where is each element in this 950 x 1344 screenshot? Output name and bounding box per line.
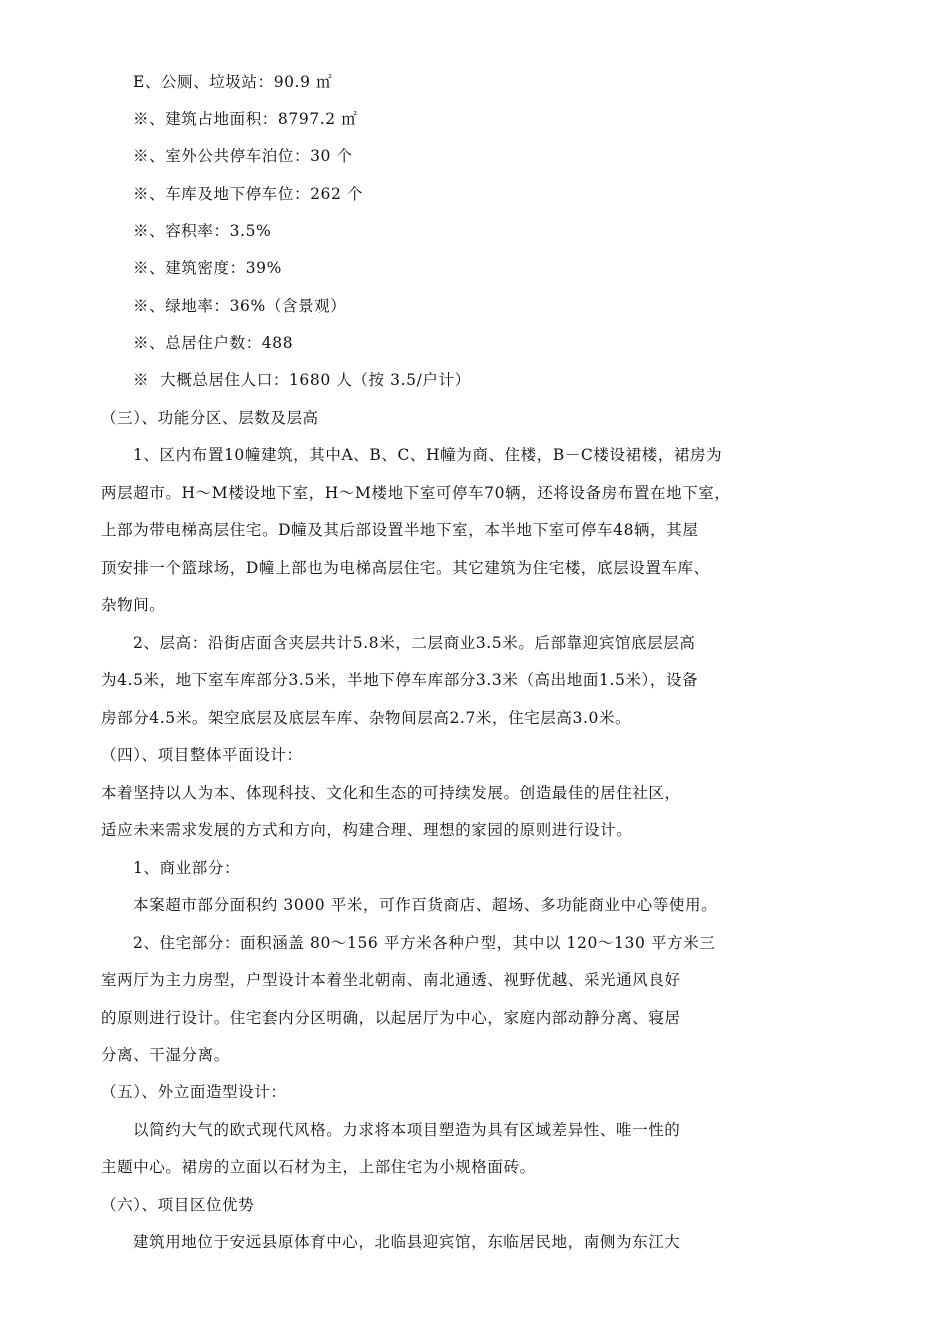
paragraph-line: 的原则进行设计。住宅套内分区明确，以起居厅为中心，家庭内部动静分离、寝居 [101, 1009, 681, 1027]
paragraph-line: 1、区内布置10幢建筑，其中A、B、C、H幢为商、住楼，B－C楼设裙楼，裙房为 [133, 446, 723, 464]
subsection-heading: 1、商业部分： [133, 859, 241, 877]
stat-line: ※、建筑密度：39% [133, 259, 282, 277]
paragraph-line: 主题中心。裙房的立面以石材为主，上部住宅为小规格面砖。 [101, 1158, 536, 1176]
paragraph-line: 为4.5米，地下室车库部分3.5米，半地下停车库部分3.3米（高出地面1.5米），设备 [101, 671, 699, 689]
stat-line: ※、总居住户数：488 [133, 334, 294, 352]
paragraph-line: 两层超市。H～M楼设地下室，H～M楼地下室可停车70辆，还将设备房布置在地下室， [101, 484, 731, 502]
paragraph-line: 室两厅为主力房型，户型设计本着坐北朝南、南北通透、视野优越、采光通风良好 [101, 971, 681, 989]
paragraph-line: 2、层高：沿街店面含夹层共计5.8米，二层商业3.5米。后部靠迎宾馆底层层高 [133, 634, 696, 652]
stat-line: ※、绿地率：36%（含景观） [133, 297, 347, 315]
stat-line: ※、室外公共停车泊位：30 个 [133, 147, 353, 165]
stat-line: ※、建筑占地面积：8797.2 ㎡ [133, 110, 358, 128]
section-heading: （六）、项目区位优势 [101, 1196, 255, 1214]
paragraph-line: 房部分4.5米。架空底层及底层车库、杂物间层高2.7米，住宅层高3.0米。 [101, 709, 632, 727]
stat-line: ※、容积率：3.5% [133, 222, 272, 240]
section-heading: （四）、项目整体平面设计： [101, 746, 303, 764]
paragraph-line: 杂物间。 [101, 596, 166, 614]
stat-line: E、公厕、垃圾站：90.9 ㎡ [133, 73, 333, 91]
paragraph-line: 本案超市部分面积约 3000 平米，可作百货商店、超场、多功能商业中心等使用。 [133, 896, 718, 914]
section-heading: （三）、功能分区、层数及层高 [101, 409, 319, 427]
paragraph-line: 顶安排一个篮球场，D幢上部也为电梯高层住宅。其它建筑为住宅楼，底层设置车库、 [101, 559, 710, 577]
paragraph-line: 2、住宅部分：面积涵盖 80～156 平方米各种户型，其中以 120～130 平方米三 [133, 934, 716, 952]
section-heading: （五）、外立面造型设计： [101, 1083, 287, 1101]
paragraph-line: 适应未来需求发展的方式和方向，构建合理、理想的家园的原则进行设计。 [101, 821, 633, 839]
paragraph-line: 上部为带电梯高层住宅。D幢及其后部设置半地下室，本半地下室可停车48辆，其屋 [101, 521, 699, 539]
paragraph-line: 建筑用地位于安远县原体育中心，北临县迎宾馆，东临居民地，南侧为东江大 [133, 1233, 681, 1251]
paragraph-line: 分离、干湿分离。 [101, 1046, 230, 1064]
paragraph-line: 以简约大气的欧式现代风格。力求将本项目塑造为具有区域差异性、唯一性的 [133, 1121, 681, 1139]
stat-line: ※、车库及地下停车位：262 个 [133, 185, 364, 203]
stat-line: ※ 大概总居住人口：1680 人（按 3.5/户计） [133, 371, 471, 389]
paragraph-line: 本着坚持以人为本、体现科技、文化和生态的可持续发展。创造最佳的居住社区， [101, 784, 681, 802]
